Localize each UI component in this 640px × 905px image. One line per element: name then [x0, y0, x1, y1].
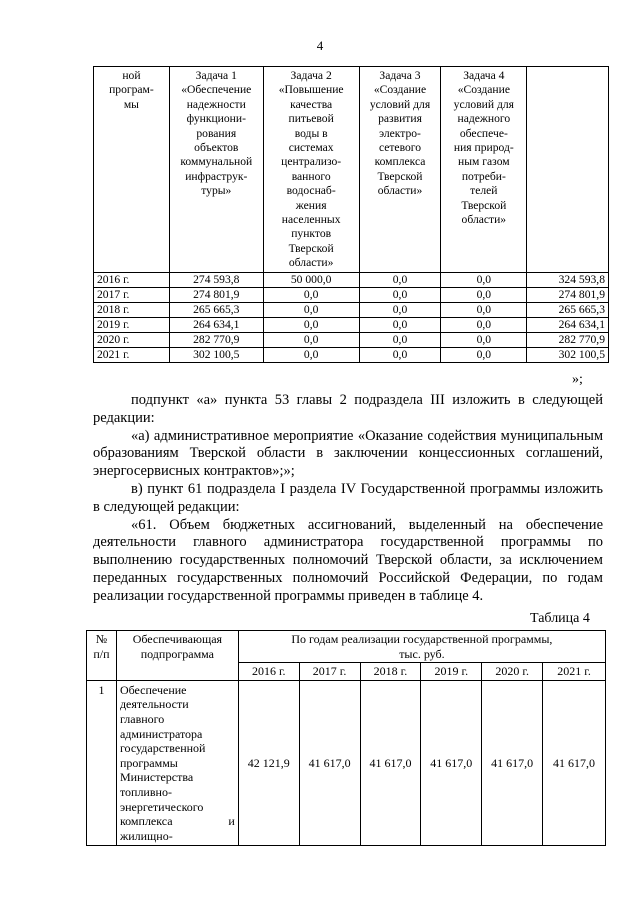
header-line: Тверской — [377, 169, 423, 183]
table1-cell-t1: 282 770,9 — [169, 332, 263, 347]
table1-cell-total: 302 100,5 — [527, 347, 609, 362]
table1-cell-total: 264 634,1 — [527, 317, 609, 332]
table-row — [94, 347, 609, 362]
table1-cell-year: 2018 г. — [94, 302, 170, 317]
table2-desc-line: главного — [119, 711, 165, 726]
table2-desc-line: администратора — [119, 726, 203, 741]
paragraph-clause-61-intro: в) пункт 61 подраздела I раздела IV Государственной программы изложить в следующей редакции: — [93, 480, 603, 515]
amendment-text — [93, 392, 603, 606]
header-line: функциони- — [186, 112, 246, 126]
header-line: потреби- — [461, 169, 506, 183]
table2-desc-line: деятельности — [119, 697, 189, 712]
table1-cell-t2: 0,0 — [263, 317, 359, 332]
header-line: развития — [378, 112, 422, 126]
header-line: «Повышение — [278, 83, 344, 97]
header-line: Обеспечивающая — [132, 632, 223, 646]
table2-desc-line: Обеспечение — [119, 682, 187, 697]
table-row — [94, 272, 609, 287]
table2-value-cell: 42 121,9 — [238, 680, 299, 846]
table1-cell-year: 2020 г. — [94, 332, 170, 347]
table-row — [94, 302, 609, 317]
header-line: подпрограмма — [140, 646, 215, 661]
table2-header-number — [87, 631, 117, 681]
header-line: качества — [290, 97, 333, 111]
table1-cell-t3: 0,0 — [359, 332, 441, 347]
header-line: туры» — [201, 184, 232, 198]
support-subprogram-table — [86, 630, 606, 846]
table1-cell-year: 2019 г. — [94, 317, 170, 332]
table2-year-header: 2016 г. — [238, 663, 299, 681]
table1-cell-year: 2017 г. — [94, 287, 170, 302]
paragraph-subclause-a: подпункт «а» пункта 53 главы 2 подраздела III изложить в следующей редакции: — [93, 392, 603, 426]
header-line: ной — [122, 69, 141, 82]
table1-cell-year: 2016 г. — [94, 272, 170, 287]
table2-desc-line: энергетического — [119, 799, 204, 814]
header-line: жения — [295, 198, 327, 212]
table-row — [87, 680, 606, 846]
table-row — [94, 332, 609, 347]
table1-header-task2 — [263, 67, 359, 273]
table1-cell-t4: 0,0 — [441, 347, 527, 362]
header-line: области» — [377, 184, 423, 198]
table-row — [94, 287, 609, 302]
header-line: надежного — [457, 112, 511, 126]
header-line: тыс. руб. — [399, 646, 445, 661]
table-caption: Таблица 4 — [530, 611, 590, 626]
header-line: «Обеспечение — [181, 83, 252, 97]
header-line: Тверской — [288, 241, 334, 255]
header-line: рования — [196, 126, 237, 140]
header-line: электро- — [379, 126, 421, 140]
header-line: Задача 2 — [290, 69, 332, 82]
header-line: области» — [461, 213, 507, 227]
table2-desc-line: Министерства — [119, 770, 194, 785]
header-line: п/п — [93, 646, 110, 661]
budget-by-task-table — [93, 66, 609, 363]
table1-cell-t2: 0,0 — [263, 287, 359, 302]
header-line: условий для — [369, 97, 431, 111]
header-line: Задача 3 — [379, 69, 421, 82]
header-line: инфраструк- — [185, 169, 248, 183]
table1-cell-total: 282 770,9 — [527, 332, 609, 347]
table1-header-task4 — [441, 67, 527, 273]
table2-year-header: 2020 г. — [482, 663, 543, 681]
header-line: По годам реализации государственной программы, — [291, 632, 553, 646]
table1-cell-t4: 0,0 — [441, 317, 527, 332]
header-line: «Создание — [457, 83, 510, 97]
table2-desc-line: программы — [119, 755, 178, 770]
header-line: области» — [288, 256, 334, 270]
paragraph-clause-61: «61. Объем бюджетных ассигнований, выделенный на обеспечение деятельности главного администратора государственной программы по выполнению государственных полномочий Тверской области, за исключением переданных государственных полномочий Российской Федерации, по годам реализации государственной программы приведен в таблице 4. — [93, 516, 603, 604]
header-line: населенных — [281, 213, 341, 227]
table2-value-cell: 41 617,0 — [360, 680, 421, 846]
table1-cell-t3: 0,0 — [359, 272, 441, 287]
header-line: надежности — [186, 97, 246, 111]
table2-value-cell: 41 617,0 — [543, 680, 606, 846]
header-line: Задача 4 — [463, 69, 505, 82]
header-line: сетевого — [378, 141, 422, 155]
header-line: воды в — [294, 126, 328, 140]
table2-value-cell: 41 617,0 — [482, 680, 543, 846]
table1-cell-t3: 0,0 — [359, 302, 441, 317]
table2-year-header: 2018 г. — [360, 663, 421, 681]
table1-cell-total: 265 665,3 — [527, 302, 609, 317]
header-line: коммунальной — [180, 155, 253, 169]
table2-desc-line: государственной — [119, 741, 206, 756]
table1-header-task1 — [169, 67, 263, 273]
header-line: системах — [288, 141, 334, 155]
header-line: объектов — [194, 141, 239, 155]
table2-year-header: 2019 г. — [421, 663, 482, 681]
header-line: питьевой — [288, 112, 334, 126]
header-line: обеспече- — [459, 126, 508, 140]
table2-desc-justified-line: комплекса и — [119, 814, 235, 829]
header-line: Тверской — [461, 198, 507, 212]
table1-cell-t2: 50 000,0 — [263, 272, 359, 287]
header-line: «Создание — [373, 83, 427, 97]
table2-year-header: 2017 г. — [299, 663, 360, 681]
table1-cell-t3: 0,0 — [359, 287, 441, 302]
table-row — [94, 317, 609, 332]
table1-cell-t2: 0,0 — [263, 302, 359, 317]
table1-cell-t4: 0,0 — [441, 272, 527, 287]
table1-cell-total: 324 593,8 — [527, 272, 609, 287]
table1-cell-t1: 302 100,5 — [169, 347, 263, 362]
table2-row-index: 1 — [87, 680, 117, 846]
table1-header-program — [94, 67, 170, 273]
table1-cell-t4: 0,0 — [441, 332, 527, 347]
table1-header-row — [94, 67, 609, 273]
table2-year-header: 2021 г. — [543, 663, 606, 681]
table1-cell-t3: 0,0 — [359, 347, 441, 362]
header-line: мы — [123, 97, 139, 111]
table1-cell-t4: 0,0 — [441, 302, 527, 317]
page-number: 4 — [316, 38, 324, 53]
table1-cell-t1: 274 801,9 — [169, 287, 263, 302]
table1-cell-year: 2021 г. — [94, 347, 170, 362]
table1-header-task3 — [359, 67, 441, 273]
table2-header-subprogram — [116, 631, 238, 681]
table1-cell-t1: 274 593,8 — [169, 272, 263, 287]
table2-header-years-title — [238, 631, 605, 663]
table1-cell-t1: 264 634,1 — [169, 317, 263, 332]
table1-cell-t4: 0,0 — [441, 287, 527, 302]
header-line: ным газом — [458, 155, 510, 169]
table1-cell-t3: 0,0 — [359, 317, 441, 332]
header-line: водоснаб- — [286, 184, 336, 198]
header-line: пунктов — [291, 227, 332, 241]
header-line: ния природ- — [453, 141, 514, 155]
header-line: централизо- — [281, 155, 342, 169]
header-line: № — [95, 632, 108, 646]
table1-header-total — [527, 67, 609, 273]
paragraph-admin-measure: «а) административное мероприятие «Оказание содействия муниципальным образованиям Тверской области в заключении концессионных соглашений, энергосервисных контрактов»;»; — [93, 427, 603, 480]
header-line: ванного — [291, 169, 331, 183]
table2-header-row — [87, 631, 606, 663]
table2-value-cell: 41 617,0 — [421, 680, 482, 846]
header-line: комплекса — [374, 155, 426, 169]
table1-cell-t2: 0,0 — [263, 332, 359, 347]
header-line: Задача 1 — [195, 69, 237, 82]
table2-value-cell: 41 617,0 — [299, 680, 360, 846]
table1-cell-total: 274 801,9 — [527, 287, 609, 302]
table1-cell-t1: 265 665,3 — [169, 302, 263, 317]
table2-desc-line: топливно- — [119, 784, 172, 799]
header-line: телей — [470, 184, 498, 198]
table2-row-description: Обеспечение деятельности главного администратора государственной программы Министерства топливно- энергетического комплекса и жилищно- — [116, 680, 238, 846]
header-line: условий для — [453, 97, 514, 111]
header-line: програм- — [109, 83, 154, 97]
quote-close-mark: »; — [572, 372, 583, 387]
table1-cell-t2: 0,0 — [263, 347, 359, 362]
